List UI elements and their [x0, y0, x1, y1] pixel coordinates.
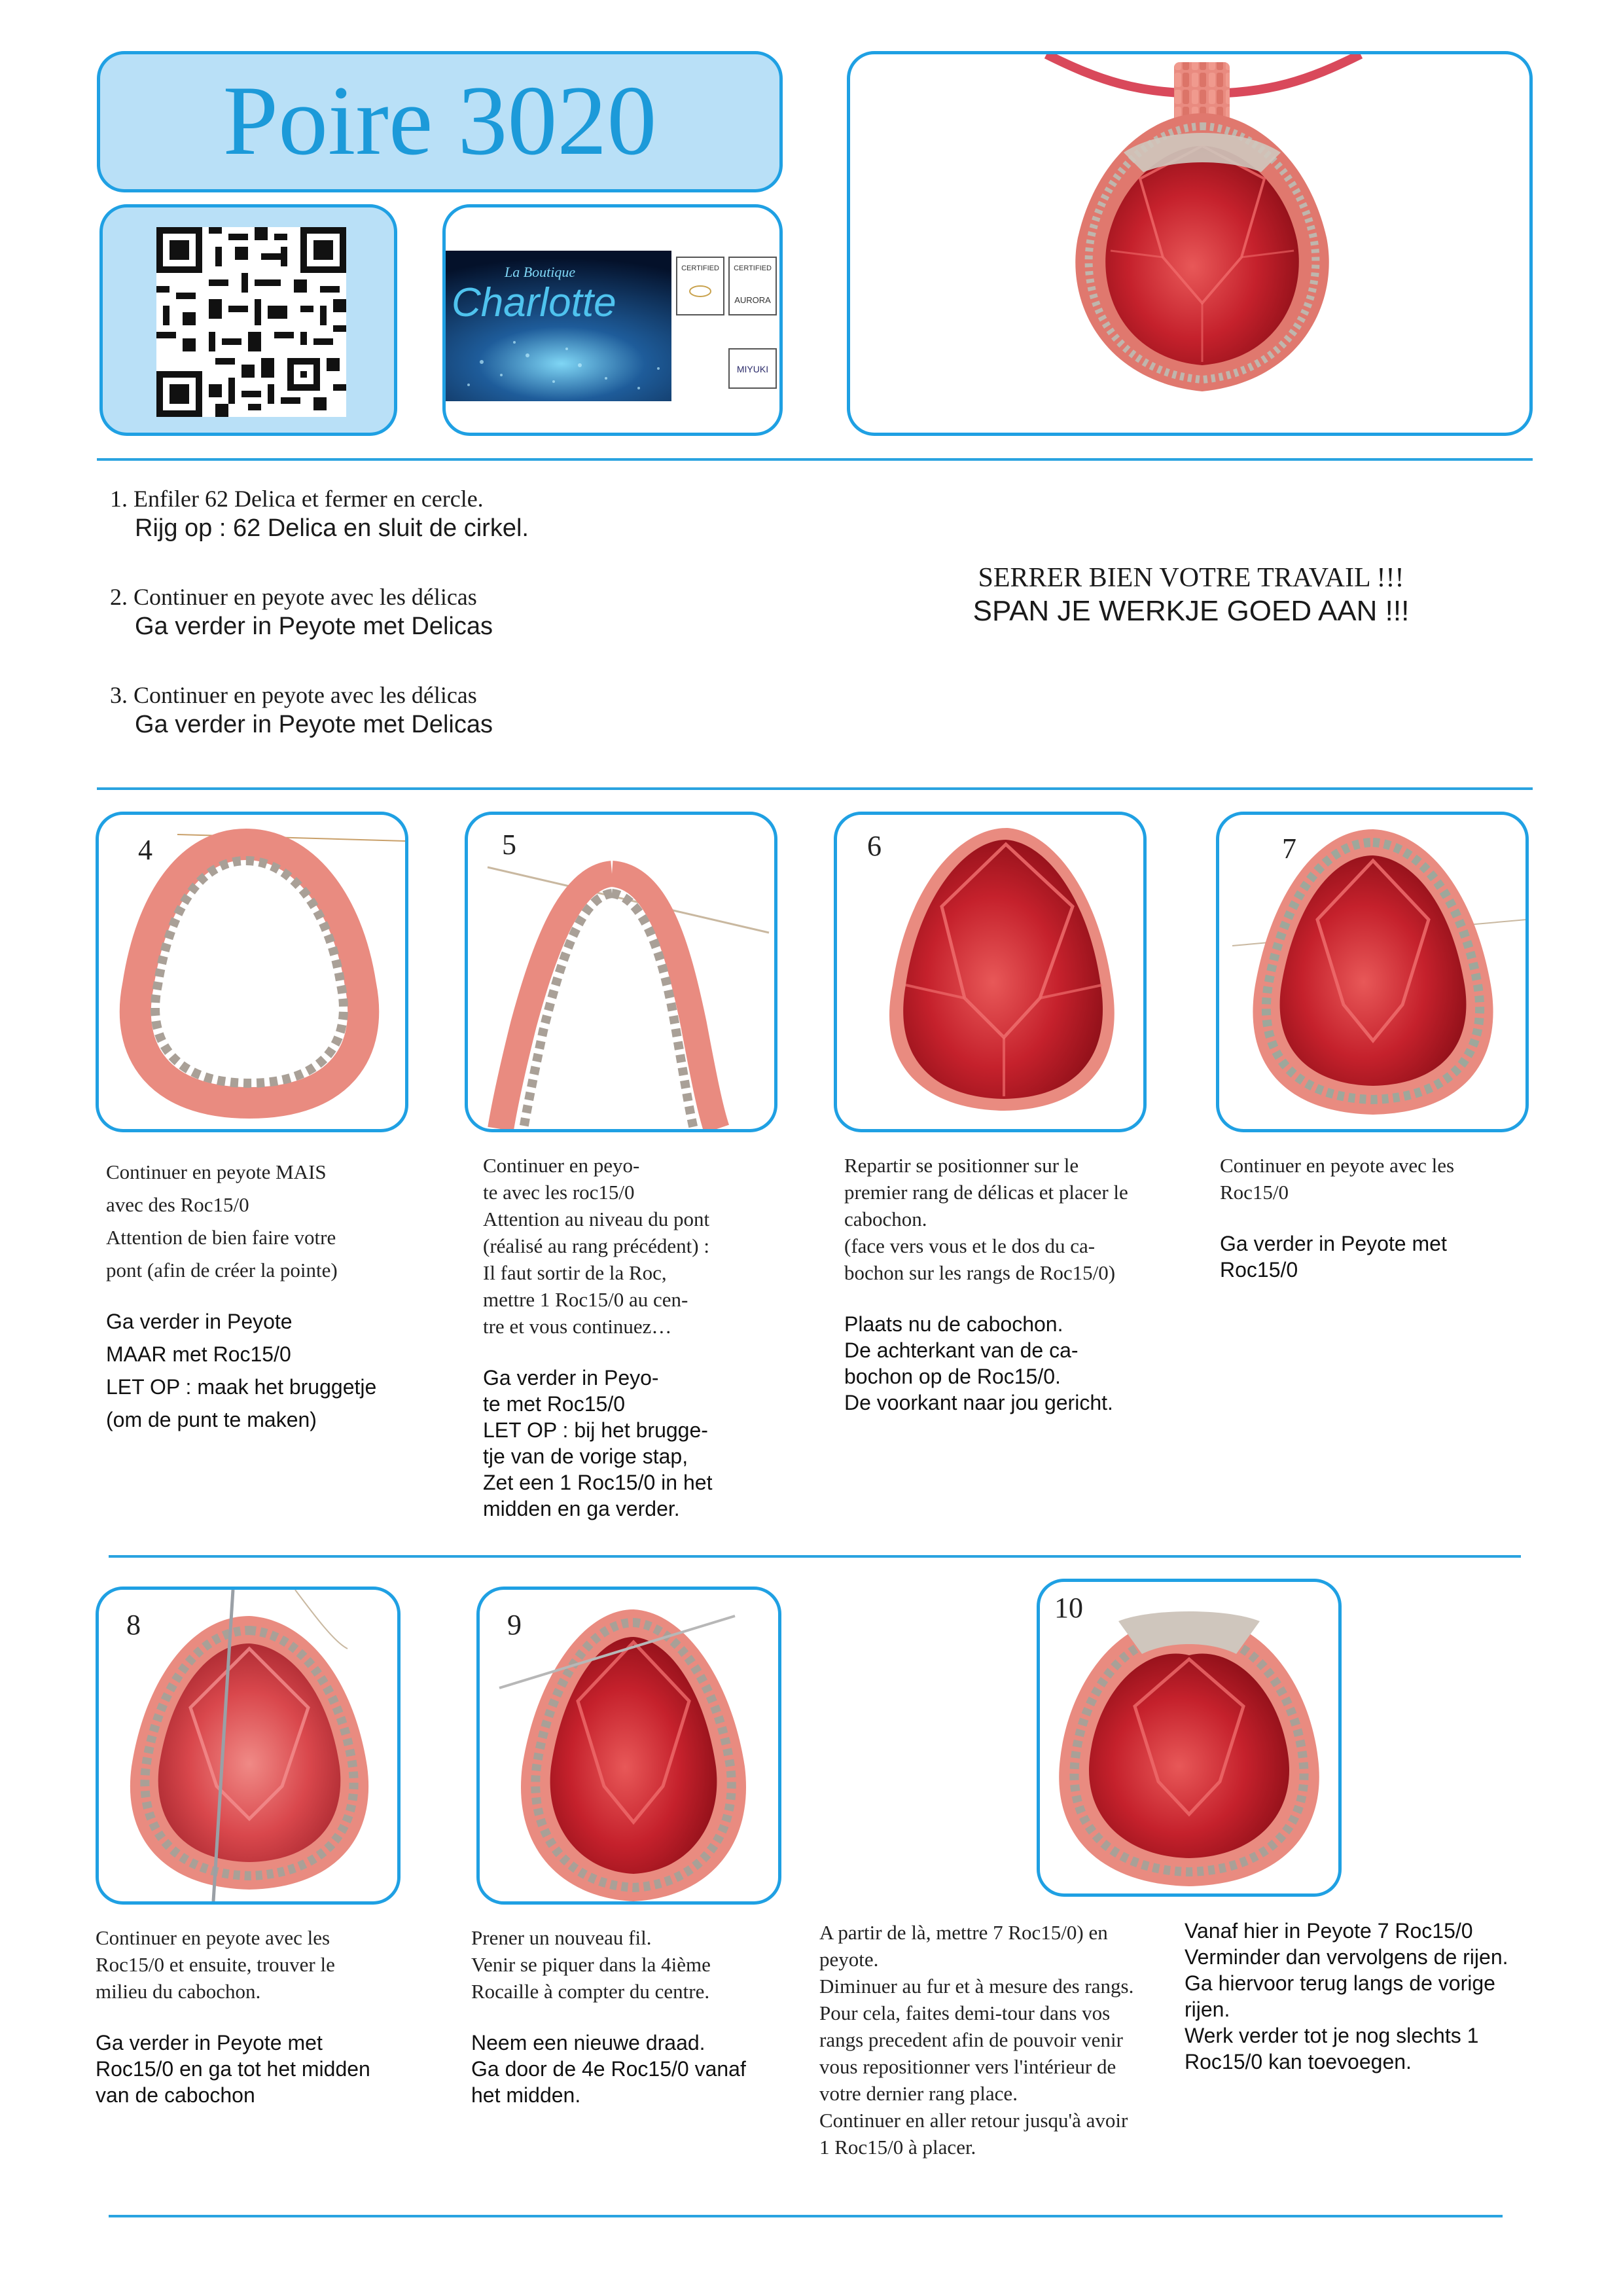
certified-badge-1	[677, 257, 724, 315]
step-5-number: 5	[502, 829, 516, 861]
brand-panel	[442, 204, 783, 436]
divider-4	[109, 2215, 1503, 2217]
miyuki-badge	[729, 349, 776, 388]
intro-step-1: 1. Enfiler 62 Delica et fermer en cercle. Rijg op : 62 Delica en sluit de cirkel.	[110, 486, 529, 542]
title-panel	[97, 51, 783, 192]
svg-text:CERTIFIED: CERTIFIED	[681, 264, 719, 272]
step-4-photo-panel	[96, 812, 408, 1132]
step-9-photo	[480, 1590, 778, 1901]
step-9-text: Prener un nouveau fil. Venir se piquer dans la 4ième Rocaille à compter du centre. Neem een nieuwe draad. Ga door de 4e Roc15/0 vanaf het midden.	[471, 1926, 746, 2107]
step-9-photo-panel	[476, 1587, 781, 1905]
svg-text:AURORA: AURORA	[734, 295, 771, 305]
pendant-photo-panel	[847, 51, 1533, 436]
pendant-photo	[850, 54, 1529, 433]
step-5-photo	[468, 815, 774, 1129]
step-7-photo-panel	[1216, 812, 1529, 1132]
intro-step-3: 3. Continuer en peyote avec les délicas Ga verder in Peyote met Delicas	[110, 682, 493, 738]
step-10-photo	[1040, 1582, 1338, 1893]
step-6-photo	[837, 815, 1143, 1129]
qr-panel	[99, 204, 397, 436]
step-4-number: 4	[138, 834, 152, 866]
warning-fr: SERRER BIEN VOTRE TRAVAIL !!!	[978, 563, 1404, 593]
brand-name: Charlotte	[452, 280, 616, 325]
divider-3	[109, 1555, 1521, 1558]
svg-text:CERTIFIED: CERTIFIED	[734, 264, 772, 272]
step-8-text: Continuer en peyote avec les Roc15/0 et ensuite, trouver le milieu du cabochon. Ga verder in Peyote met Roc15/0 en ga tot het midden van de cabochon	[96, 1926, 370, 2107]
step-8-number: 8	[126, 1609, 141, 1641]
step-9-number: 9	[507, 1609, 522, 1641]
step-5-text: Continuer en peyo- te avec les roc15/0 Attention au niveau du pont (réalisé au rang précédent) : Il faut sortir de la Roc, mettre 1 Roc15/0 au cen- tre et vous continuez… Ga verder in Peyo- te met Roc15/0 LET OP : bij het brugge- tje van de vorige stap, Zet een 1 Roc15/0 in het midden en ga verder.	[483, 1154, 713, 1520]
warning-block	[864, 562, 1518, 628]
divider-1	[97, 458, 1533, 461]
step-8-photo-panel	[96, 1587, 401, 1905]
step-6-text: Repartir se positionner sur le premier rang de délicas et placer le cabochon. (face vers vous et le dos du ca- bochon sur les rangs de Roc15/0) Plaats nu de cabochon. De achterkant van de ca- bochon op de Roc15/0. De voorkant naar jou gericht.	[844, 1154, 1128, 1414]
page-title: Poire 3020	[223, 65, 657, 175]
svg-text:MIYUKI: MIYUKI	[736, 364, 769, 374]
brand-logo	[442, 251, 783, 401]
step-10-photo-panel	[1037, 1579, 1342, 1897]
brand-small-text: La Boutique	[505, 264, 576, 280]
step-6-photo-panel	[834, 812, 1147, 1132]
intro-step-2: 2. Continuer en peyote avec les délicas Ga verder in Peyote met Delicas	[110, 584, 493, 640]
step-10-number: 10	[1054, 1592, 1083, 1624]
step-10-text-fr: A partir de là, mettre 7 Roc15/0) en peyote. Diminuer au fur et à mesure des rangs. Pour cela, faites demi-tour dans vos rangs precedent afin de pouvoir venir vous repositionner vers l'intérieur de votre dernier rang place. Continuer en aller retour jusqu'à avoir 1 Roc15/0 à placer.	[819, 1921, 1134, 2159]
step-5-photo-panel	[465, 812, 777, 1132]
step-6-number: 6	[867, 830, 882, 862]
step-4-text: Continuer en peyote MAIS avec des Roc15/0 Attention de bien faire votre pont (afin de créer la pointe) Ga verder in Peyote MAAR met Roc15/0 LET OP : maak het bruggetje (om de punt te maken)	[106, 1160, 377, 1431]
step-8-photo	[99, 1590, 397, 1901]
warning-nl: SPAN JE WERKJE GOED AAN !!!	[972, 595, 1410, 627]
step-7-photo	[1219, 815, 1525, 1129]
step-7-number: 7	[1282, 833, 1296, 865]
step-10-text-nl: Vanaf hier in Peyote 7 Roc15/0 Verminder dan vervolgens de rijen. Ga hiervoor terug langs de vorige rijen. Werk verder tot je nog slechts 1 Roc15/0 kan toevoegen.	[1185, 1919, 1508, 2073]
qr-code-image[interactable]	[156, 227, 346, 417]
divider-2	[97, 787, 1533, 790]
certified-badge-2	[729, 257, 776, 315]
step-7-text: Continuer en peyote avec les Roc15/0 Ga verder in Peyote met Roc15/0	[1220, 1154, 1455, 1282]
